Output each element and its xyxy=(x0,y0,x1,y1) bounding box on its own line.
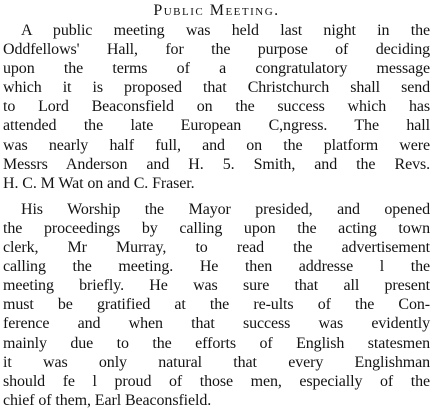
text-line: should fe l proud of those men, especially of the xyxy=(3,372,430,390)
paragraph-1 xyxy=(3,21,430,193)
text-line: meeting briefly. He was sure that all present xyxy=(3,277,430,295)
text-line: calling the meeting. He then addresse l the xyxy=(3,258,430,276)
text-line: it was only natural that every Englishman xyxy=(3,353,430,371)
text-line: attended the late European C,ngress. The hall xyxy=(3,117,430,135)
text-line: the proceedings by calling upon the acting town xyxy=(3,219,430,237)
text-line: Messrs Anderson and H. 5. Smith, and the Revs. xyxy=(3,155,430,173)
text-line: chief of them, Earl Beaconsfield. xyxy=(3,391,212,409)
text-line: must be gratified at the re-ults of the Con- xyxy=(3,296,430,314)
text-line: mainly due to the efforts of English statesmen xyxy=(3,334,430,352)
paragraph-2 xyxy=(3,200,430,410)
text-line: to Lord Beaconsfield on the success which has xyxy=(3,98,430,116)
text-line: upon the terms of a congratulatory message xyxy=(3,60,430,78)
text-line: Oddfellows' Hall, for the purpose of deciding xyxy=(3,41,430,59)
text-line: H. C. M Wat on and C. Fraser. xyxy=(3,174,195,192)
text-line: clerk, Mr Murray, to read the advertisement xyxy=(3,239,430,257)
text-line: ference and when that success was evidently xyxy=(3,315,430,333)
text-line: which it is proposed that Christchurch shall send xyxy=(3,79,430,97)
text-line: was nearly half full, and on the platform were xyxy=(3,136,430,154)
text-line: His Worship the Mayor presided, and opened xyxy=(21,200,430,218)
headline: Public Meeting. xyxy=(153,2,280,19)
text-line: A public meeting was held last night in the xyxy=(21,22,430,39)
